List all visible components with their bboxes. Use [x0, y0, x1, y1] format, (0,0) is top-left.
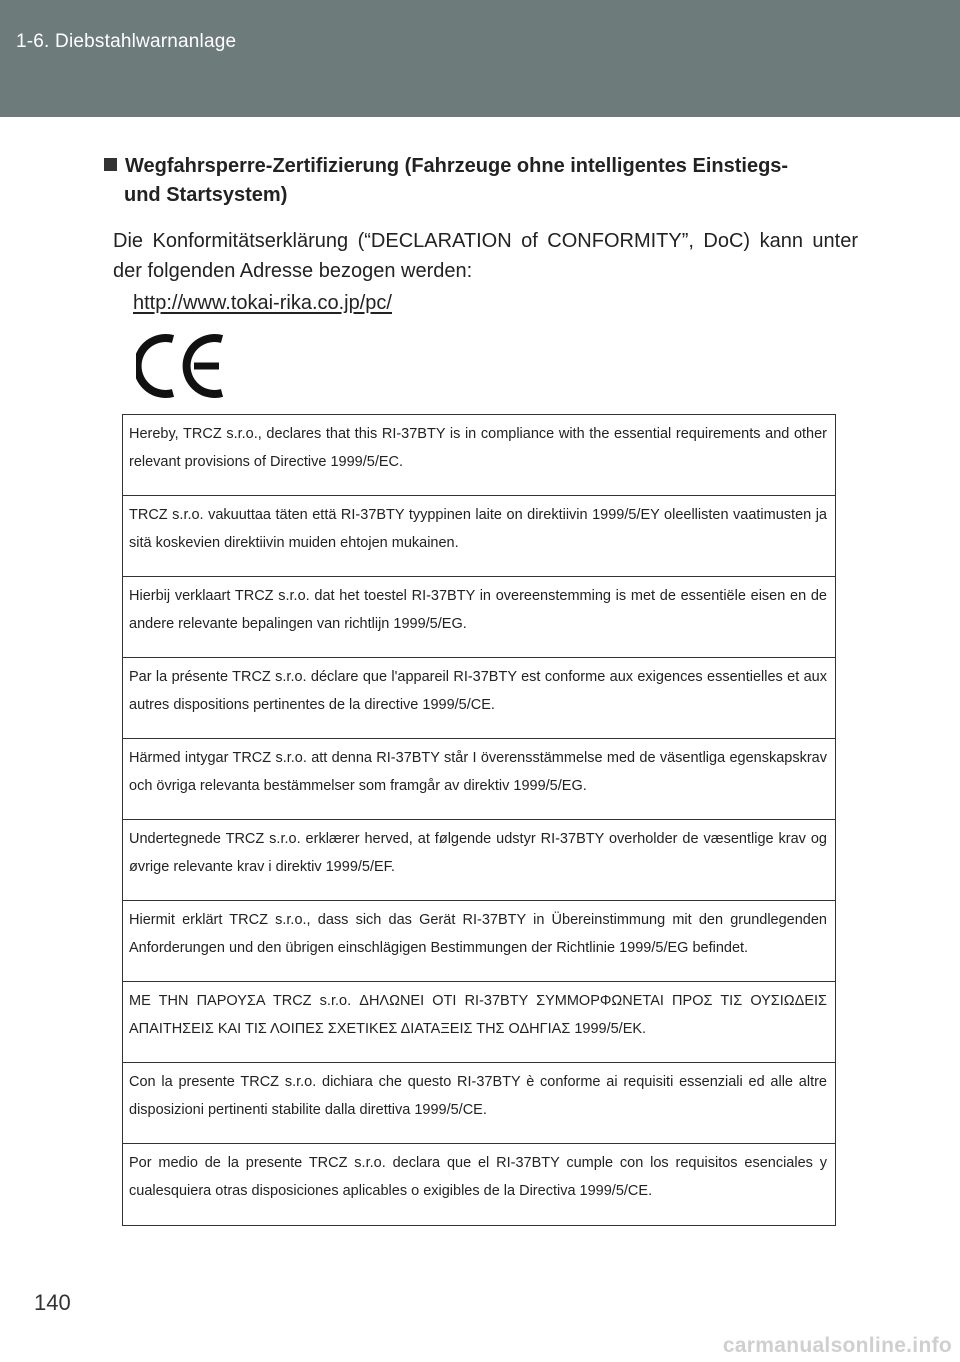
declaration-da: Undertegnede TRCZ s.r.o. erklærer herved, at følgende udstyr RI-37BTY overholder de væsentlige krav og øvrige relevante krav i direktiv 1999/5/EF.: [123, 820, 835, 901]
declaration-de: Hiermit erklärt TRCZ s.r.o., dass sich das Gerät RI-37BTY in Übereinstimmung mit den grundlegenden Anforderungen und den übrigen einschlägigen Bestimmungen der Richtlinie 1999/5/EG befindet.: [123, 901, 835, 982]
declaration-es: Por medio de la presente TRCZ s.r.o. declara que el RI-37BTY cumple con los requisitos esenciales y cualesquiera otras disposiciones aplicables o exigibles de la Directiva 1999/5/CE.: [129, 1155, 827, 1199]
watermark: carmanualsonline.info: [722, 1334, 952, 1357]
ce-mark-icon: [136, 332, 228, 400]
header-band: [0, 0, 960, 117]
subheading: [104, 152, 856, 210]
square-bullet-icon: [104, 158, 117, 171]
declaration-fr: Par la présente TRCZ s.r.o. déclare que l'appareil RI-37BTY est conforme aux exigences essentielles et aux autres dispositions pertinentes de la directive 1999/5/CE.: [123, 658, 835, 739]
body-paragraph: Die Konformitätserklärung (“DECLARATION of CONFORMITY”, DoC) kann unter der folgenden Adresse bezogen werden:: [113, 230, 858, 282]
declaration-el: ΜΕ ΤΗΝ ΠΑΡΟΥΣΑ TRCZ s.r.o. ΔΗΛΩΝΕΙ ΟΤΙ RI-37BTY ΣΥΜΜΟΡΦΩΝΕΤΑΙ ΠΡΟΣ ΤΙΣ ΟΥΣΙΩΔΕΙΣ ΑΠΑΙΤΗΣΕΙΣ ΚΑΙ ΤΙΣ ΛΟΙΠΕΣ ΣΧΕΤΙΚΕΣ ΔΙΑΤΑΞΕΙΣ ΤΗΣ ΟΔΗΓΙΑΣ 1999/5/ΕΚ.: [123, 982, 835, 1063]
declaration-nl: Hierbij verklaart TRCZ s.r.o. dat het toestel RI-37BTY in overeenstemming is met de essentiële eisen en de andere relevante bepalingen van richtlijn 1999/5/EG.: [123, 577, 835, 658]
declaration-sv: Härmed intygar TRCZ s.r.o. att denna RI-37BTY står I överensstämmelse med de väsentliga egenskapskrav och övriga relevanta bestämmelser som framgår av direktiv 1999/5/EG.: [123, 739, 835, 820]
declaration-fi: TRCZ s.r.o. vakuuttaa täten että RI-37BTY tyyppinen laite on direktiivin 1999/5/EY oleellisten vaatimusten ja sitä koskevien direktiivin muiden ehtojen mukainen.: [123, 496, 835, 577]
declaration-table: [122, 414, 836, 1226]
subheading-line-1: Wegfahrsperre-Zertifizierung (Fahrzeuge ohne intelligentes Einstiegs-: [125, 155, 789, 177]
declaration-en: Hereby, TRCZ s.r.o., declares that this RI-37BTY is in compliance with the essential requirements and other relevant provisions of Directive 1999/5/EC.: [123, 415, 835, 496]
page-number: 140: [34, 1290, 71, 1315]
doc-url-link[interactable]: http://www.tokai-rika.co.jp/pc/: [133, 292, 392, 314]
section-title: 1-6. Diebstahlwarnanlage: [16, 31, 237, 52]
subheading-line-2: und Startsystem): [124, 184, 288, 206]
declaration-it: Con la presente TRCZ s.r.o. dichiara che questo RI-37BTY è conforme ai requisiti essenziali ed alle altre disposizioni pertinenti stabilite dalla direttiva 1999/5/CE.: [123, 1063, 835, 1144]
